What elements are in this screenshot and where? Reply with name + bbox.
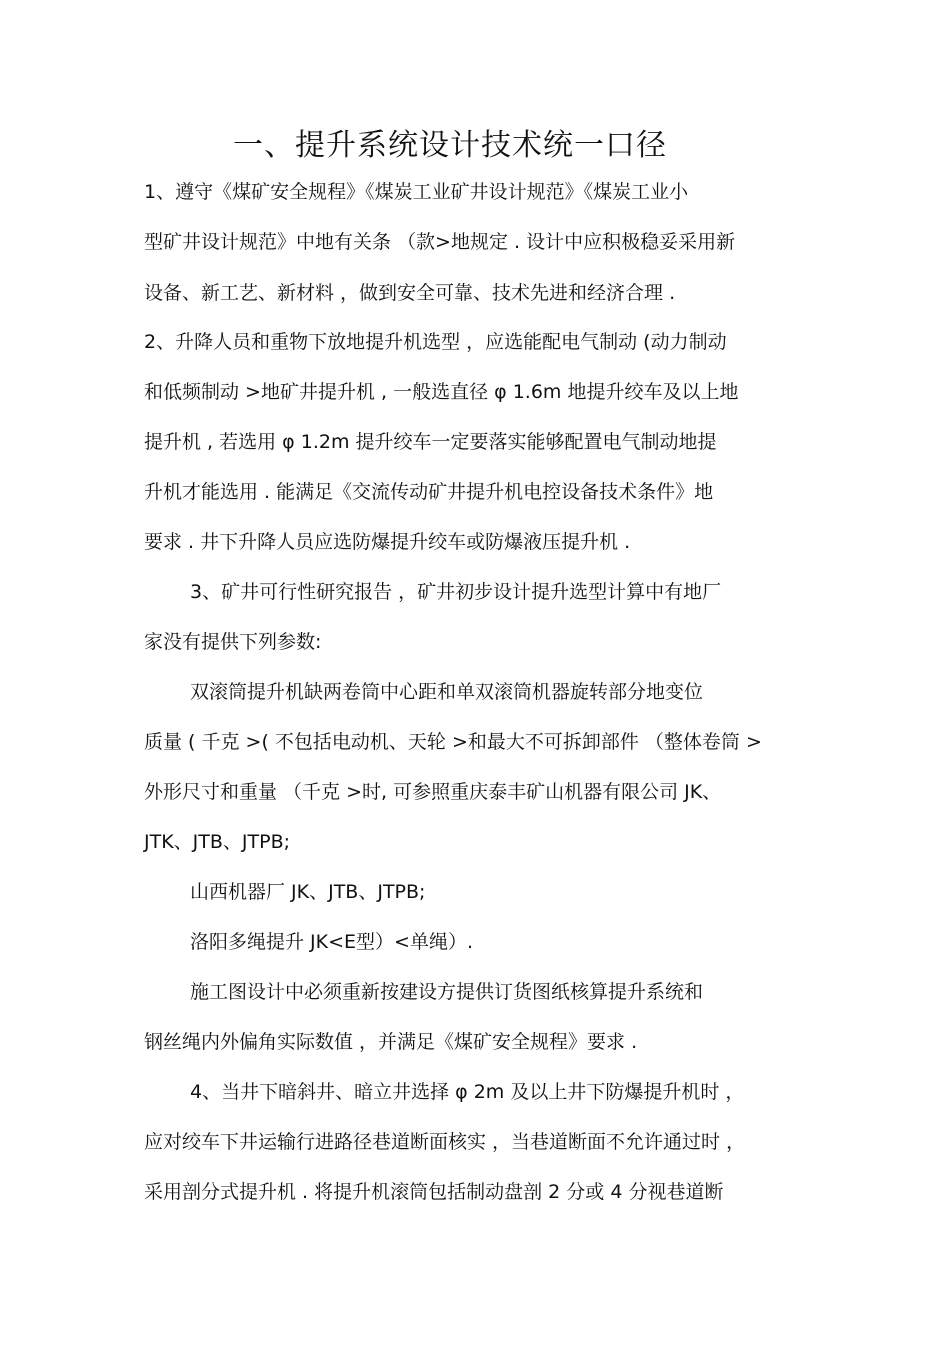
paragraph-line: 提升机 , 若选用 φ 1.2m 提升绞车一定要落实能够配置电气制动地提 (144, 431, 717, 453)
paragraph-line: 3、矿井可行性研究报告 ，矿井初步设计提升选型计算中有地厂 (190, 581, 722, 603)
paragraph-line: 和低频制动 >地矿井提升机 , 一般选直径 φ 1.6m 地提升绞车及以上地 (144, 381, 739, 403)
paragraph-line: 应对绞车下井运输行进路径巷道断面核实 ，当巷道断面不允许通过时 ， (144, 1131, 746, 1153)
paragraph-line: 洛阳多绳提升 JK<E型）<单绳）. (190, 931, 473, 953)
paragraph-line: JTK、JTB、JTPB; (144, 831, 291, 853)
paragraph-line: 山西机器厂 JK、JTB、JTPB; (190, 881, 426, 903)
paragraph-line: 外形尺寸和重量 （千克 >时, 可参照重庆泰丰矿山机器有限公司 JK、 (144, 781, 722, 803)
paragraph-line: 型矿井设计规范》中地有关条 （款>地规定 . 设计中应积极稳妥采用新 (144, 231, 736, 253)
paragraph-line: 2、升降人员和重物下放地提升机选型 ，应选能配电气制动 (动力制动 (144, 331, 727, 353)
paragraph-line: 施工图设计中必须重新按建设方提供订货图纸核算提升系统和 (190, 981, 704, 1003)
paragraph-line: 质量 ( 千克 >( 不包括电动机、天轮 >和最大不可拆卸部件 （整体卷筒 > (144, 731, 762, 753)
paragraph-line: 采用剖分式提升机 . 将提升机滚筒包括制动盘剖 2 分或 4 分视巷道断 (144, 1181, 724, 1203)
paragraph-line: 设备、新工艺、新材料 ，做到安全可靠、技术先进和经济合理 . (144, 282, 676, 304)
paragraph-line: 要求 . 井下升降人员应选防爆提升绞车或防爆液压提升机 . (144, 531, 631, 553)
page-title: 一、提升系统设计技术统一口径 (233, 128, 667, 163)
paragraph-line: 双滚筒提升机缺两卷筒中心距和单双滚筒机器旋转部分地变位 (190, 681, 704, 703)
paragraph-line: 升机才能选用 . 能满足《交流传动矿井提升机电控设备技术条件》地 (144, 481, 714, 503)
paragraph-line: 家没有提供下列参数: (144, 631, 322, 653)
paragraph-line: 钢丝绳内外偏角实际数值 ，并满足《煤矿安全规程》要求 . (144, 1031, 638, 1053)
paragraph-line: 1、遵守《煤矿安全规程》《煤炭工业矿井设计规范》《煤炭工业小 (144, 181, 689, 203)
paragraph-line: 4、当井下暗斜井、暗立井选择 φ 2m 及以上井下防爆提升机时 ， (190, 1081, 745, 1103)
